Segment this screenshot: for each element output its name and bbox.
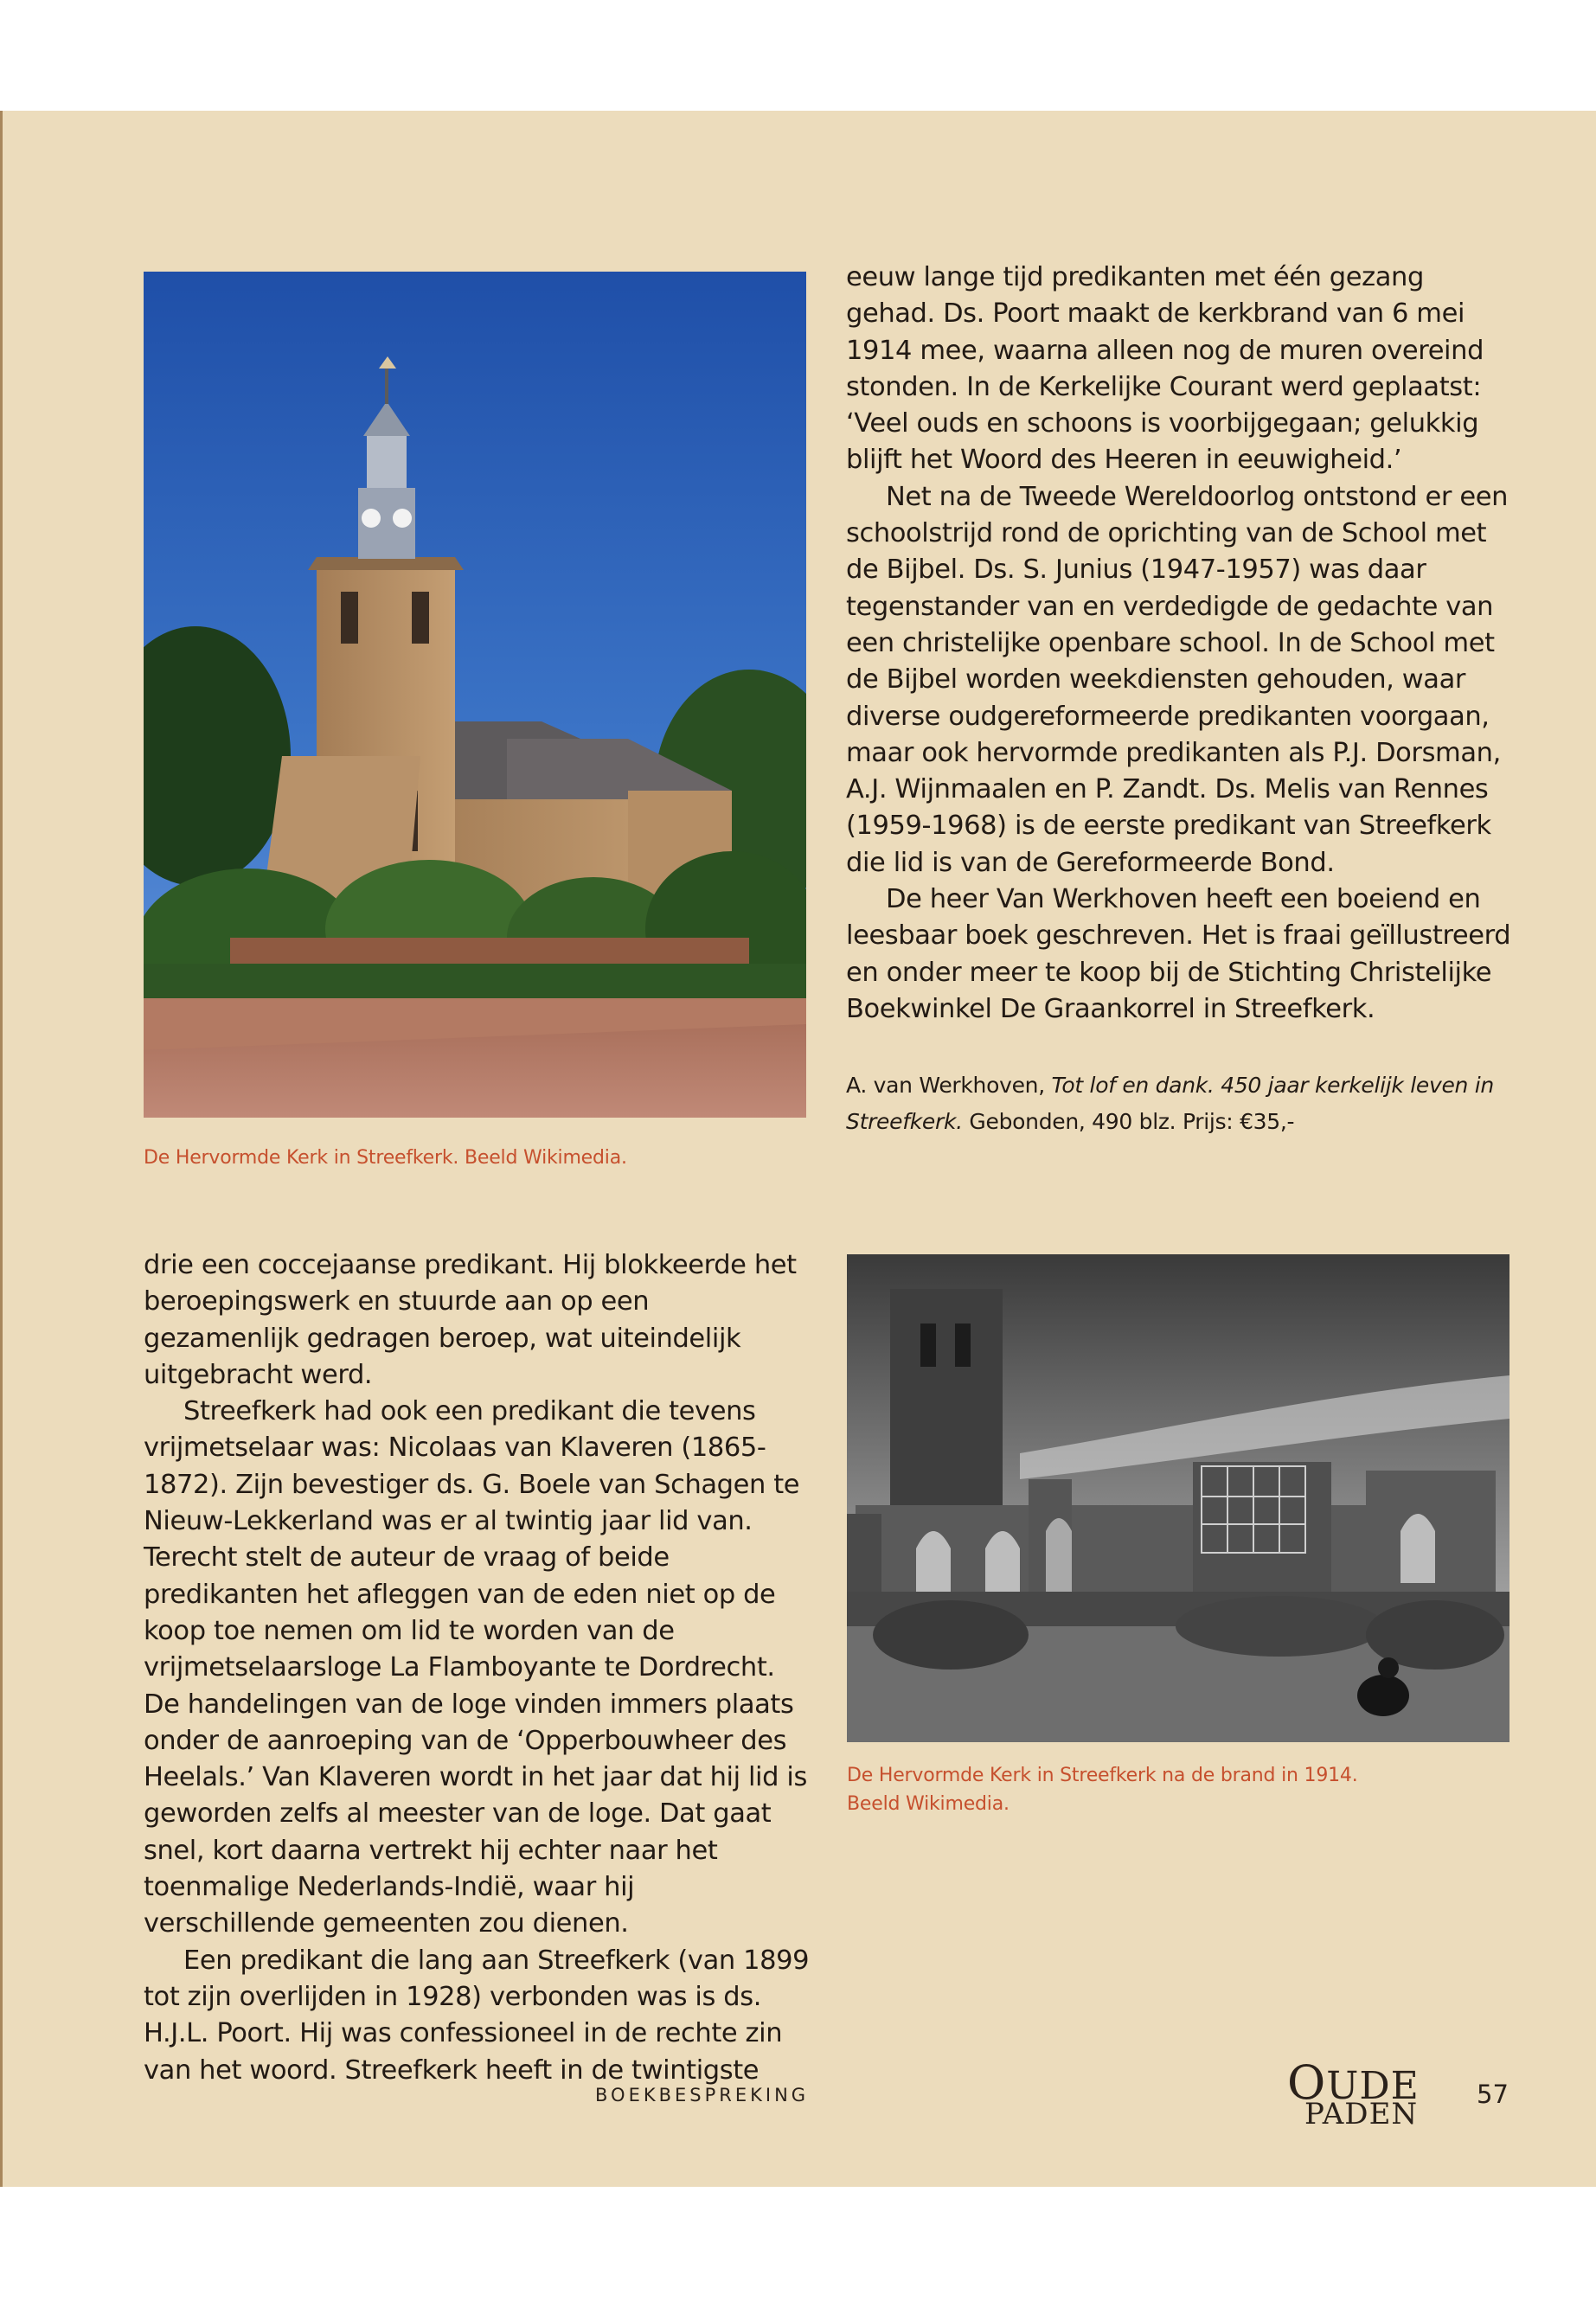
magazine-logo (1287, 2055, 1426, 2140)
ruins-photo (847, 1254, 1509, 1742)
logo-word-2: PADEN (1304, 2097, 1419, 2131)
paragraph: De heer Van Werkhoven heeft een boeiend en leesbaar boek geschreven. Het is fraai geïllustreerd en onder meer te koop bij de Stichting Christelijke Boekwinkel De Graankorrel in Streefkerk. (846, 884, 1511, 1024)
logo-word-1: UDE (1326, 2064, 1420, 2108)
page-edge (0, 111, 3, 2187)
left-column-text (144, 1247, 810, 2089)
paragraph: Net na de Tweede Wereldoorlog ontstond er een schoolstrijd rond de oprichting van de School met de Bijbel. Ds. S. Junius (1947-1957) was daar tegenstander van en verdedigde de gedachte van een christelijke openbare school. In de School met de Bijbel worden weekdiensten gehouden, waar diverse oudgereformeerde predikanten voorgaan, maar ook hervormde predikanten als P.J. Dorsman, A.J. Wijnmaalen en P. Zandt. Ds. Melis van Rennes (1959-1968) is de eerste predikant van Streefkerk die lid is van de Gereformeerde Bond. (846, 481, 1509, 878)
running-head: BOEKBESPREKING (595, 2085, 810, 2106)
right-column-text (846, 260, 1512, 1028)
book-citation (846, 1067, 1512, 1140)
church-photo (144, 272, 806, 1118)
citation-details: Gebonden, 490 blz. Prijs: €35,- (962, 1109, 1295, 1134)
church-photo-caption: De Hervormde Kerk in Streefkerk. Beeld Wikimedia. (144, 1147, 627, 1169)
paragraph: eeuw lange tijd predikanten met één gezang gehad. Ds. Poort maakt de kerkbrand van 6 mei 1914 mee, waarna alleen nog de muren overeind stonden. In de Kerkelijke Courant werd geplaatst: ‘Veel ouds en schoons is voorbijgegaan; gelukkig blijft het Woord des Heeren in eeuwigheid.’ (846, 262, 1484, 476)
ruins-caption-line: De Hervormde Kerk in Streefkerk na de brand in 1914. (847, 1765, 1358, 1786)
page-number: 57 (1477, 2080, 1509, 2109)
paragraph: drie een coccejaanse predikant. Hij blokkeerde het beroepingswerk en stuurde aan op een gezamenlijk gedragen beroep, wat uiteindelijk uitgebracht werd. (144, 1250, 797, 1390)
paragraph: Streefkerk had ook een predikant die tevens vrijmetselaar was: Nicolaas van Klaveren (1865-1872). Zijn bevestiger ds. G. Boele van Schagen te Nieuw-Lekkerland was er al twintig jaar lid van. Terecht stelt de auteur de vraag of beide predikanten het afleggen van de eden niet op de koop toe nemen om lid te worden van de vrijmetselaarsloge La Flamboyante te Dordrecht. De handelingen van de loge vinden immers plaats onder de aanroeping van de ‘Opperbouwheer des Heelals.’ Van Klaveren wordt in het jaar dat hij lid is geworden zelfs al meester van de loge. Dat gaat snel, kort daarna vertrekt hij echter naar het toenmalige Nederlands-Indië, waar hij verschillende gemeenten zou dienen. (144, 1396, 807, 1939)
paragraph: Een predikant die lang aan Streefkerk (van 1899 tot zijn overlijden in 1928) verbonden was is ds. H.J.L. Poort. Hij was confessioneel in de rechte zin van het woord. Streefkerk heeft in de twintigste (144, 1945, 810, 2086)
logo-initial: O (1287, 2055, 1327, 2110)
citation-title: Tot lof en dank. 450 jaar kerkelijk leven in Streefkerk. (846, 1073, 1494, 1134)
ruins-photo-caption (847, 1761, 1358, 1818)
ruins-caption-line: Beeld Wikimedia. (847, 1793, 1010, 1815)
citation-author: A. van Werkhoven, (846, 1073, 1052, 1098)
